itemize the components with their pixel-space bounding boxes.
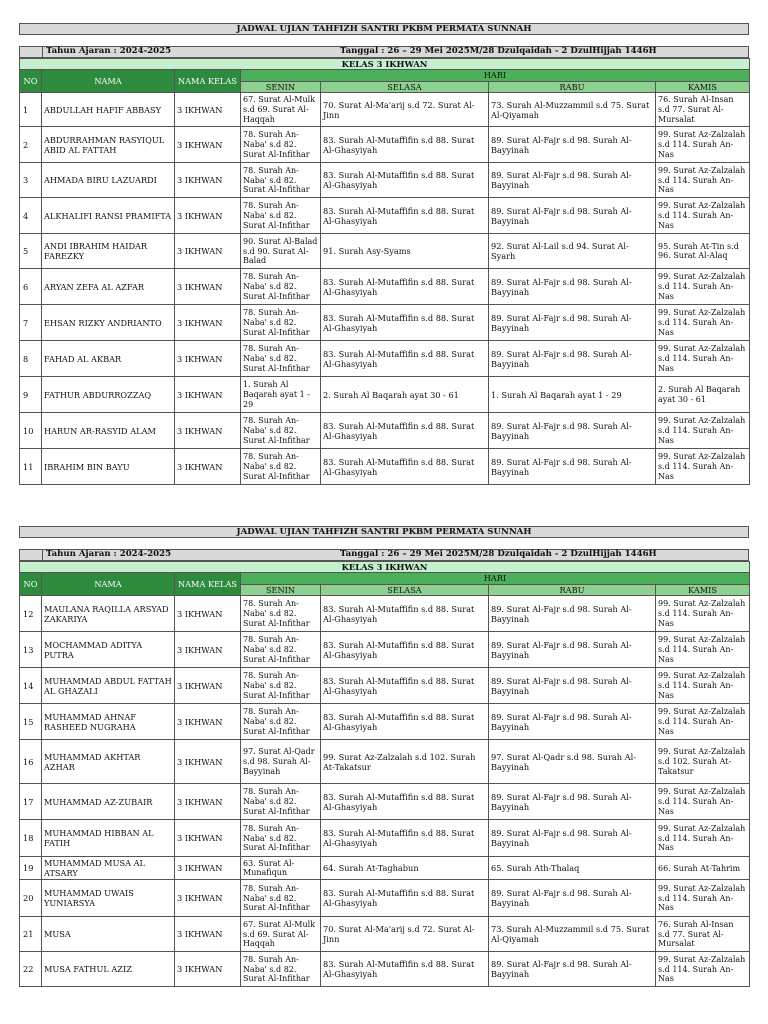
exam-senin: 97. Surat Al-Qadr s.d 98. Surah Al-Bayyinah — [241, 740, 321, 784]
table-row — [20, 668, 750, 704]
col-header-senin: SENIN — [241, 81, 321, 93]
row-number: 22 — [20, 952, 42, 987]
class-name: 3 IKHWAN — [175, 234, 241, 269]
col-header-selasa: SELASA — [321, 81, 489, 93]
student-name: ABDULLAH HAFIF ABBASY — [42, 93, 175, 127]
exam-kamis: 99. Surat Az-Zalzalah s.d 114. Surah An-Nas — [656, 596, 750, 632]
exam-selasa: 83. Surah Al-Mutaffifin s.d 88. Surat Al-Ghasyiyah — [321, 449, 489, 485]
class-name: 3 IKHWAN — [175, 632, 241, 668]
schedule-table-1 — [19, 58, 750, 485]
student-name: MUHAMMAD UWAIS YUNIARSYA — [42, 880, 175, 917]
student-name: MUSA — [42, 917, 175, 952]
class-label: KELAS 3 IKHWAN — [20, 562, 750, 573]
class-name: 3 IKHWAN — [175, 198, 241, 234]
class-name: 3 IKHWAN — [175, 740, 241, 784]
exam-kamis: 99. Surat Az-Zalzalah s.d 114. Surah An-Nas — [656, 880, 750, 917]
row-number: 15 — [20, 704, 42, 740]
row-number: 7 — [20, 305, 42, 341]
class-name: 3 IKHWAN — [175, 857, 241, 880]
exam-rabu: 89. Surat Al-Fajr s.d 98. Surah Al-Bayyinah — [489, 305, 656, 341]
col-header-no: NO — [20, 70, 42, 93]
class-name: 3 IKHWAN — [175, 820, 241, 857]
class-name: 3 IKHWAN — [175, 668, 241, 704]
exam-rabu: 92. Surat Al-Lail s.d 94. Surat Al-Syarh — [489, 234, 656, 269]
exam-rabu: 89. Surat Al-Fajr s.d 98. Surah Al-Bayyinah — [489, 632, 656, 668]
col-header-no: NO — [20, 573, 42, 596]
row-number: 6 — [20, 269, 42, 305]
row-number: 19 — [20, 857, 42, 880]
exam-rabu: 89. Surat Al-Fajr s.d 98. Surah Al-Bayyinah — [489, 341, 656, 377]
col-header-selasa: SELASA — [321, 584, 489, 596]
exam-senin: 78. Surah An-Naba' s.d 82. Surat Al-Infithar — [241, 784, 321, 820]
exam-rabu: 89. Surat Al-Fajr s.d 98. Surah Al-Bayyinah — [489, 449, 656, 485]
schedule-table-2-wrap — [19, 561, 749, 987]
exam-senin: 78. Surah An-Naba' s.d 82. Surat Al-Infithar — [241, 341, 321, 377]
table-row — [20, 704, 750, 740]
col-header-nama: NAMA — [42, 70, 175, 93]
exam-kamis: 99. Surat Az-Zalzalah s.d 114. Surah An-Nas — [656, 449, 750, 485]
table-row — [20, 341, 750, 377]
row-number: 16 — [20, 740, 42, 784]
row-number: 17 — [20, 784, 42, 820]
exam-rabu: 89. Surat Al-Fajr s.d 98. Surah Al-Bayyinah — [489, 668, 656, 704]
class-name: 3 IKHWAN — [175, 917, 241, 952]
class-name: 3 IKHWAN — [175, 341, 241, 377]
exam-selasa: 83. Surah Al-Mutaffifin s.d 88. Surat Al-Ghasyiyah — [321, 596, 489, 632]
schedule-table-1-wrap — [19, 58, 749, 485]
exam-senin: 78. Surah An-Naba' s.d 82. Surat Al-Infithar — [241, 596, 321, 632]
table-row — [20, 127, 750, 163]
table-row — [20, 377, 750, 413]
exam-selasa: 83. Surah Al-Mutaffifin s.d 88. Surat Al-Ghasyiyah — [321, 198, 489, 234]
exam-selasa: 83. Surah Al-Mutaffifin s.d 88. Surat Al-Ghasyiyah — [321, 704, 489, 740]
student-name: ALKHALIFI RANSI PRAMIFTA — [42, 198, 175, 234]
exam-selasa: 83. Surah Al-Mutaffifin s.d 88. Surat Al-Ghasyiyah — [321, 127, 489, 163]
academic-year: Tahun Ajaran : 2024-2025 — [42, 46, 171, 58]
exam-senin: 78. Surah An-Naba' s.d 82. Surat Al-Infithar — [241, 305, 321, 341]
class-name: 3 IKHWAN — [175, 93, 241, 127]
student-name: MUHAMMAD AKHTAR AZHAR — [42, 740, 175, 784]
student-name: MUHAMMAD MUSA AL ATSARY — [42, 857, 175, 880]
exam-selasa: 83. Surah Al-Mutaffifin s.d 88. Surat Al-Ghasyiyah — [321, 952, 489, 987]
student-name: MUHAMMAD ABDUL FATTAH AL GHAZALI — [42, 668, 175, 704]
table-row — [20, 784, 750, 820]
col-header-nama-kelas: NAMA KELAS — [175, 70, 241, 93]
table-row — [20, 632, 750, 668]
table-row — [20, 740, 750, 784]
student-name: MUSA FATHUL AZIZ — [42, 952, 175, 987]
exam-date: Tanggal : 26 – 29 Mei 2025M/28 Dzulqaidah - 2 DzulHijjah 1446H — [340, 549, 657, 559]
row-number: 10 — [20, 413, 42, 449]
exam-rabu: 1. Surah Al Baqarah ayat 1 - 29 — [489, 377, 656, 413]
exam-kamis: 99. Surat Az-Zalzalah s.d 114. Surah An-Nas — [656, 198, 750, 234]
exam-selasa: 83. Surah Al-Mutaffifin s.d 88. Surat Al-Ghasyiyah — [321, 820, 489, 857]
exam-senin: 78. Surah An-Naba' s.d 82. Surat Al-Infithar — [241, 668, 321, 704]
row-number: 12 — [20, 596, 42, 632]
exam-rabu: 89. Surat Al-Fajr s.d 98. Surah Al-Bayyinah — [489, 198, 656, 234]
student-name: AHMADA BIRU LAZUARDI — [42, 163, 175, 198]
exam-selasa: 83. Surah Al-Mutaffifin s.d 88. Surat Al-Ghasyiyah — [321, 305, 489, 341]
class-name: 3 IKHWAN — [175, 704, 241, 740]
col-header-kamis: KAMIS — [656, 584, 750, 596]
table-row — [20, 449, 750, 485]
exam-kamis: 99. Surat Az-Zalzalah s.d 114. Surah An-Nas — [656, 784, 750, 820]
table-row — [20, 198, 750, 234]
table-row — [20, 269, 750, 305]
exam-kamis: 99. Surat Az-Zalzalah s.d 114. Surah An-Nas — [656, 127, 750, 163]
exam-rabu: 73. Surah Al-Muzzammil s.d 75. Surat Al-Qiyamah — [489, 93, 656, 127]
exam-selasa: 2. Surah Al Baqarah ayat 30 - 61 — [321, 377, 489, 413]
schedule-block-1 — [19, 23, 749, 35]
table-row — [20, 952, 750, 987]
exam-kamis: 76. Surah Al-Insan s.d 77. Surat Al-Mursalat — [656, 93, 750, 127]
exam-kamis: 99. Surat Az-Zalzalah s.d 114. Surah An-Nas — [656, 341, 750, 377]
col-header-nama-kelas: NAMA KELAS — [175, 573, 241, 596]
table-row — [20, 305, 750, 341]
exam-selasa: 83. Surah Al-Mutaffifin s.d 88. Surat Al-Ghasyiyah — [321, 413, 489, 449]
student-name: ARYAN ZEFA AL AZFAR — [42, 269, 175, 305]
student-name: MAULANA RAQILLA ARSYAD ZAKARIYA — [42, 596, 175, 632]
row-number: 20 — [20, 880, 42, 917]
exam-rabu: 89. Surat Al-Fajr s.d 98. Surah Al-Bayyinah — [489, 704, 656, 740]
table-row — [20, 880, 750, 917]
exam-senin: 78. Surah An-Naba' s.d 82. Surat Al-Infithar — [241, 880, 321, 917]
student-name: HARUN AR-RASYID ALAM — [42, 413, 175, 449]
exam-selasa: 83. Surah Al-Mutaffifin s.d 88. Surat Al-Ghasyiyah — [321, 784, 489, 820]
exam-selasa: 99. Surat Az-Zalzalah s.d 102. Surah At-Takatsur — [321, 740, 489, 784]
table-row — [20, 163, 750, 198]
exam-kamis: 95. Surah At-Tin s.d 96. Surat Al-Alaq — [656, 234, 750, 269]
exam-senin: 78. Surah An-Naba' s.d 82. Surat Al-Infithar — [241, 449, 321, 485]
student-name: MUHAMMAD HIBBAN AL FATIH — [42, 820, 175, 857]
exam-selasa: 83. Surah Al-Mutaffifin s.d 88. Surat Al-Ghasyiyah — [321, 341, 489, 377]
student-name: FATHUR ABDURROZZAQ — [42, 377, 175, 413]
exam-kamis: 99. Surat Az-Zalzalah s.d 114. Surah An-Nas — [656, 704, 750, 740]
col-header-rabu: RABU — [489, 584, 656, 596]
class-name: 3 IKHWAN — [175, 449, 241, 485]
exam-selasa: 70. Surat Al-Ma'arij s.d 72. Surat Al-Jinn — [321, 93, 489, 127]
col-header-hari: HARI — [241, 70, 750, 82]
table-row — [20, 93, 750, 127]
exam-senin: 63. Surat Al-Munafiqun — [241, 857, 321, 880]
col-header-senin: SENIN — [241, 584, 321, 596]
table-row — [20, 820, 750, 857]
info-bar-2 — [19, 549, 749, 561]
table-row — [20, 413, 750, 449]
class-name: 3 IKHWAN — [175, 163, 241, 198]
exam-selasa: 83. Surah Al-Mutaffifin s.d 88. Surat Al-Ghasyiyah — [321, 880, 489, 917]
class-name: 3 IKHWAN — [175, 127, 241, 163]
schedule-block-2 — [19, 526, 749, 538]
class-label: KELAS 3 IKHWAN — [20, 59, 750, 70]
exam-senin: 78. Surah An-Naba' s.d 82. Surat Al-Infithar — [241, 413, 321, 449]
exam-senin: 78. Surah An-Naba' s.d 82. Surat Al-Infithar — [241, 820, 321, 857]
student-name: FAHAD AL AKBAR — [42, 341, 175, 377]
exam-senin: 90. Surat Al-Balad s.d 90. Surat Al-Balad — [241, 234, 321, 269]
exam-selasa: 91. Surah Asy-Syams — [321, 234, 489, 269]
exam-senin: 78. Surah An-Naba' s.d 82. Surat Al-Infithar — [241, 127, 321, 163]
document-title: JADWAL UJIAN TAHFIZH SANTRI PKBM PERMATA SUNNAH — [19, 526, 749, 538]
exam-kamis: 99. Surat Az-Zalzalah s.d 114. Surah An-Nas — [656, 820, 750, 857]
row-number: 3 — [20, 163, 42, 198]
row-number: 13 — [20, 632, 42, 668]
exam-kamis: 66. Surah At-Tahrim — [656, 857, 750, 880]
exam-senin: 78. Surah An-Naba' s.d 82. Surat Al-Infithar — [241, 198, 321, 234]
class-name: 3 IKHWAN — [175, 377, 241, 413]
class-name: 3 IKHWAN — [175, 269, 241, 305]
exam-kamis: 2. Surah Al Baqarah ayat 30 - 61 — [656, 377, 750, 413]
col-header-nama: NAMA — [42, 573, 175, 596]
table-row — [20, 857, 750, 880]
exam-rabu: 89. Surat Al-Fajr s.d 98. Surah Al-Bayyinah — [489, 413, 656, 449]
exam-rabu: 89. Surat Al-Fajr s.d 98. Surah Al-Bayyinah — [489, 952, 656, 987]
row-number: 4 — [20, 198, 42, 234]
exam-kamis: 99. Surat Az-Zalzalah s.d 114. Surah An-Nas — [656, 413, 750, 449]
exam-rabu: 89. Surat Al-Fajr s.d 98. Surah Al-Bayyinah — [489, 880, 656, 917]
class-name: 3 IKHWAN — [175, 413, 241, 449]
class-name: 3 IKHWAN — [175, 305, 241, 341]
row-number: 8 — [20, 341, 42, 377]
exam-selasa: 83. Surah Al-Mutaffifin s.d 88. Surat Al-Ghasyiyah — [321, 163, 489, 198]
exam-kamis: 99. Surat Az-Zalzalah s.d 114. Surah An-Nas — [656, 632, 750, 668]
exam-senin: 67. Surat Al-Mulk s.d 69. Surat Al-Haqqah — [241, 93, 321, 127]
row-number: 14 — [20, 668, 42, 704]
exam-rabu: 89. Surat Al-Fajr s.d 98. Surah Al-Bayyinah — [489, 163, 656, 198]
exam-kamis: 99. Surat Az-Zalzalah s.d 114. Surah An-Nas — [656, 269, 750, 305]
exam-rabu: 89. Surat Al-Fajr s.d 98. Surah Al-Bayyinah — [489, 269, 656, 305]
table-row — [20, 917, 750, 952]
exam-senin: 78. Surah An-Naba' s.d 82. Surat Al-Infithar — [241, 632, 321, 668]
row-number: 5 — [20, 234, 42, 269]
exam-rabu: 89. Surat Al-Fajr s.d 98. Surah Al-Bayyinah — [489, 784, 656, 820]
student-name: ABDURRAHMAN RASYIQUL ABID AL FATTAH — [42, 127, 175, 163]
student-name: IBRAHIM BIN BAYU — [42, 449, 175, 485]
table-row — [20, 596, 750, 632]
exam-senin: 1. Surah Al Baqarah ayat 1 - 29 — [241, 377, 321, 413]
class-name: 3 IKHWAN — [175, 596, 241, 632]
exam-rabu: 89. Surat Al-Fajr s.d 98. Surah Al-Bayyinah — [489, 596, 656, 632]
student-name: MUHAMMAD AHNAF RASHEED NUGRAHA — [42, 704, 175, 740]
exam-selasa: 70. Surat Al-Ma'arij s.d 72. Surat Al-Jinn — [321, 917, 489, 952]
col-header-kamis: KAMIS — [656, 81, 750, 93]
exam-selasa: 83. Surah Al-Mutaffifin s.d 88. Surat Al-Ghasyiyah — [321, 632, 489, 668]
exam-senin: 67. Surat Al-Mulk s.d 69. Surat Al-Haqqah — [241, 917, 321, 952]
col-header-hari: HARI — [241, 573, 750, 585]
exam-kamis: 99. Surat Az-Zalzalah s.d 102. Surah At-Takatsur — [656, 740, 750, 784]
exam-rabu: 65. Surah Ath-Thalaq — [489, 857, 656, 880]
row-number: 9 — [20, 377, 42, 413]
info-bar-1 — [19, 46, 749, 58]
row-number: 2 — [20, 127, 42, 163]
schedule-table-2 — [19, 561, 750, 987]
student-name: MOCHAMMAD ADITYA PUTRA — [42, 632, 175, 668]
row-number: 21 — [20, 917, 42, 952]
academic-year: Tahun Ajaran : 2024-2025 — [42, 549, 171, 561]
exam-senin: 78. Surah An-Naba' s.d 82. Surat Al-Infithar — [241, 269, 321, 305]
row-number: 1 — [20, 93, 42, 127]
exam-rabu: 97. Surat Al-Qadr s.d 98. Surah Al-Bayyinah — [489, 740, 656, 784]
col-header-rabu: RABU — [489, 81, 656, 93]
exam-kamis: 99. Surat Az-Zalzalah s.d 114. Surah An-Nas — [656, 163, 750, 198]
exam-rabu: 89. Surat Al-Fajr s.d 98. Surah Al-Bayyinah — [489, 820, 656, 857]
class-name: 3 IKHWAN — [175, 880, 241, 917]
exam-selasa: 83. Surah Al-Mutaffifin s.d 88. Surat Al-Ghasyiyah — [321, 269, 489, 305]
document-title: JADWAL UJIAN TAHFIZH SANTRI PKBM PERMATA SUNNAH — [19, 23, 749, 35]
exam-date: Tanggal : 26 – 29 Mei 2025M/28 Dzulqaidah - 2 DzulHijjah 1446H — [340, 46, 657, 56]
student-name: MUHAMMAD AZ-ZUBAIR — [42, 784, 175, 820]
row-number: 18 — [20, 820, 42, 857]
exam-senin: 78. Surah An-Naba' s.d 82. Surat Al-Infithar — [241, 704, 321, 740]
class-name: 3 IKHWAN — [175, 784, 241, 820]
exam-kamis: 99. Surat Az-Zalzalah s.d 114. Surah An-Nas — [656, 668, 750, 704]
exam-selasa: 64. Surah At-Taghabun — [321, 857, 489, 880]
exam-rabu: 89. Surat Al-Fajr s.d 98. Surah Al-Bayyinah — [489, 127, 656, 163]
exam-rabu: 73. Surah Al-Muzzammil s.d 75. Surat Al-Qiyamah — [489, 917, 656, 952]
exam-kamis: 76. Surah Al-Insan s.d 77. Surat Al-Mursalat — [656, 917, 750, 952]
class-name: 3 IKHWAN — [175, 952, 241, 987]
row-number: 11 — [20, 449, 42, 485]
exam-senin: 78. Surah An-Naba' s.d 82. Surat Al-Infithar — [241, 163, 321, 198]
student-name: ANDI IBRAHIM HAIDAR FAREZKY — [42, 234, 175, 269]
exam-kamis: 99. Surat Az-Zalzalah s.d 114. Surah An-Nas — [656, 305, 750, 341]
exam-senin: 78. Surah An-Naba' s.d 82. Surat Al-Infithar — [241, 952, 321, 987]
exam-selasa: 83. Surah Al-Mutaffifin s.d 88. Surat Al-Ghasyiyah — [321, 668, 489, 704]
table-row — [20, 234, 750, 269]
student-name: EHSAN RIZKY ANDRIANTO — [42, 305, 175, 341]
exam-kamis: 99. Surat Az-Zalzalah s.d 114. Surah An-Nas — [656, 952, 750, 987]
